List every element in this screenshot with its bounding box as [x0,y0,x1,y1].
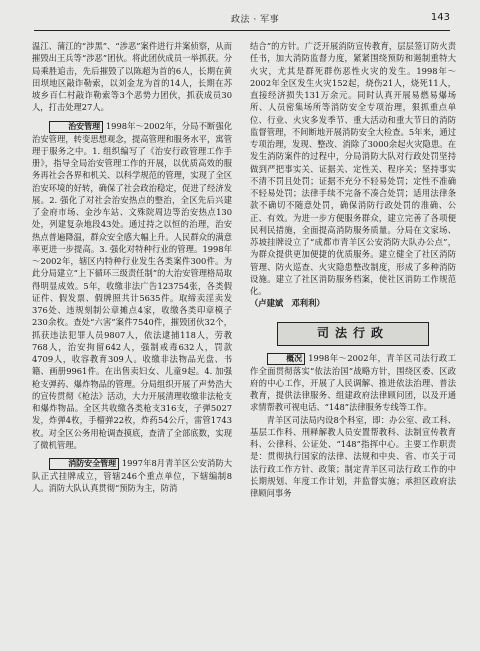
left-column [32,40,232,495]
section-banner: 司法行政 [277,322,429,346]
section-label-overview: 概况 [267,353,306,365]
page-number: 143 [430,12,450,23]
section-overview-2: 青羊区司法局内设8个科室，即：办公室、政工科、基层工作科、刑释解教人员安置帮教科、法制宣传教育科、公律科、公证处、“148”指挥中心。主要工作职责是：贯彻执行国家的法律、法规和中央、省、市关于司法行政工作方针、政策；制定青羊区司法行政工作的中长期规划、年度工作计划，并监督实施；承担区政府法律顾问事务 [250,414,456,498]
section-title: 政法 · 军事 [231,15,280,25]
running-header [34,12,450,31]
section-fire-safety [32,457,232,495]
section-body-fire-safety: 1997年8月青羊区公安消防大队正式挂牌成立，管辖246个重点单位，下辖编制8人。消防大队认真贯彻“预防为主，防消 [32,458,233,494]
author-credit: （卢建斌 邓利利） [250,298,325,309]
continued-paragraph: 结合”的方针。广泛开展消防宣传教育，层层签订防火责任书，加大消防监督力度，紧紧围绕预防和遏制重特大火灾，尤其是群死群伤恶性火灾的发生。1998年～2002年全区发生火灾152起，烧伤21人，烧死11人，直接经济损失131万余元。同时认真开展易燃易爆场所、人员密集场所等消防安全专项治理，狠抓重点单位、行业、火灾多发季节、重大活动和重大节日的消防监督管理，不间断地开展消防安全大检查。5年来，通过专项治理，发现、整改、消除了3000余起火灾隐患。在发生消防案件的过程中，分局消防大队对行政处罚坚持做到严把事实关、证据关、定性关、程序关；坚持事实不清不罚且处罚；证据不充分不轻易处罚；定性不准确不轻易处罚；法律手续不完备不凑合处罚；适用法律条款不确切不随意处罚，确保消防行政处罚的准确、公正、有效。为进一步方便服务群众，建立完善了各项便民利民措施，全面提高消防服务质量。分局在文家场、苏坡挂牌设立了“成都市青羊区公安消防大队办公点”，为群众提供更加便捷的优质服务。建立健全了社区消防管理、防火巡查、火灾隐患整改制度，形成了多种消防设施。建立了社区消防服务档案，使社区消防工作规范化。 [250,41,456,296]
section-label-fire-safety: 消防安全管理 [49,458,120,470]
section-body-public-order: 1998年～2002年，分局不断强化治安管理，转变思想观念，提高管理和服务水平，寓管理于服务之中。1. 组织编写了《治安行政管理工作手册》，指导全局治安管理工作的开展，以优质高效的服务再社会各界和机关、以科学规范的管理，实现了全区治安环境的好转，确保了社会政治稳定，促进了经济发展。2. 强化了对社会治安热点的整治，全区先后兴建了金府市场、金沙车站、文殊院周边等治安热点130处，列建复杂地段43处。通过持之以恒的治理，治安热点普遍降温，群众安全感大幅上升。人民群众的满意率更进一步提高。3. 强化对特种行业的管理。1998年～2002年，辖区内特种行业发生各类案件300件。为此分局建立“上下循环三级责任制”的大治安管理格局取得明显成效。5年，收缴非法广告123754张，各类假证件、假发票、假牌照共计5635件。取缔卖淫卖发376处、违规刻制公章摊点4家，收缴各类印章模子230余枚。查处“六害”案件7540件，摧毁团伙32个，抓获违法犯罪人员9807人，依法逮捕118人，劳教768人，治安拘留642人，强制戒毒632人，罚款4709人，收容教育309人。收缴非法物品光盘、书籍、画册9961件。在出售卖妇女、儿童9起。4. 加强枪支弹药、爆炸物品的管理。分局组织开展了声势浩大的宣传贯彻《枪法》活动，大力开展清理收缴非法枪支和爆炸物品。全区共收缴各类枪支316支，子弹5027发，炸弹4枚，手榴弹22枚，炸药54公斤，雷管1743枚。对全区公务用枪调查摸底，查清了全部底数，实现了微机管理。 [32,120,232,450]
right-column [250,40,456,499]
section-body-overview: 1998年～2002年，青羊区司法行政工作全面贯彻落实“依法治国”战略方针，围绕区委、区政府的中心工作，开展了人民调解、推进依法治理、普法教育，提供法律服务、组建政府法律顾问团，以及开通求情帮教可视电话、“148”法律服务专线等工作。 [250,352,456,413]
section-overview [250,352,456,414]
section-public-order [32,120,232,452]
section-label-public-order: 治安管理 [49,121,104,133]
intro-paragraph: 温江、蒲江的“涉黑”、“涉恶”案件进行并案侦察，从而摧毁出王兵等“涉恶”团伙。将此团伙成员一举抓获。分局乘胜追击，先后摧毁了以陈超为首的6人，长期在黄田坝地区敲诈勒索，以刘金龙为首的14人，长期在苏坡乡百仁村敲诈勒索等3个恶势力团伙，抓获成员30人，打击处理27人。 [32,41,232,113]
